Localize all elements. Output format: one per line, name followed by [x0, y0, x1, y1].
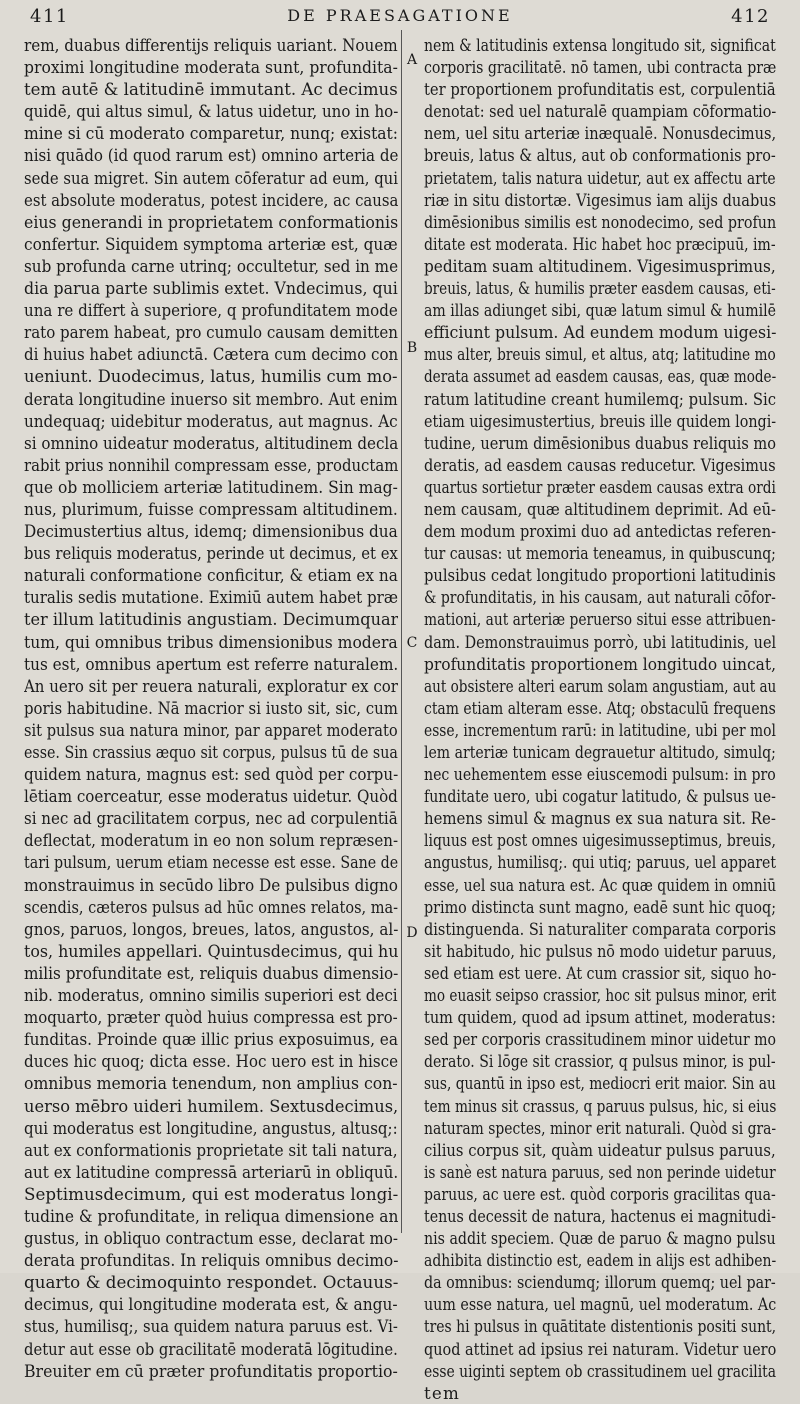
text-line: Breuiter em cū præter profunditatis proportio-	[24, 1360, 398, 1381]
text-line: scendis, cæteros pulsus ad hūc omnes relatos, ma-	[24, 896, 398, 917]
text-line: sit pulsus sua natura minor, par apparet moderato	[24, 719, 398, 740]
margin-marker-c: C	[406, 635, 418, 651]
margin-marker-b: B	[406, 340, 418, 356]
text-line: tem autē & latitudinē immutant. Ac decimus	[24, 79, 398, 100]
text-line: prietatem, talis natura uidetur, aut ex affectu arte	[424, 167, 776, 188]
text-line: breuis, latus, & humilis præter easdem causas, eti-	[424, 278, 776, 299]
text-line: duces hic quoq; dicta esse. Hoc uero est in hisce	[24, 1051, 398, 1072]
text-line: moquarto, præter quòd huius compressa est pro-	[24, 1007, 398, 1028]
text-line: rato parem habeat, pro cumulo causam demitten	[24, 322, 398, 343]
text-line: lem arteriæ tunicam degrauetur altitudo, simulq;	[424, 742, 776, 762]
text-line: Septimusdecimum, qui est moderatus longi-	[24, 1183, 398, 1204]
left-text-column	[24, 34, 398, 1381]
text-line: tos, humiles appellari. Quintusdecimus, qui hu	[24, 940, 398, 961]
text-line: esse, uel sua natura est. Ac quæ quidem in omniū	[424, 874, 776, 895]
text-line: quidem natura, magnus est: sed quòd per corpu-	[24, 764, 398, 785]
text-line: quartus sortietur præter easdem causas extra ordi	[424, 476, 776, 497]
text-line: derata profunditas. In reliquis omnibus decimo-	[24, 1250, 398, 1271]
text-line: qui moderatus est longitudine, angustus, altusq;:	[24, 1117, 398, 1138]
text-line: tem	[424, 1382, 461, 1403]
text-line: deflectat, moderatum in eo non solum repræsen-	[24, 830, 398, 851]
text-line: sus, quantū in ipso est, mediocri erit maior. Sin au	[424, 1073, 776, 1094]
text-line: tres hi pulsus in quātitate distentionis positi sunt,	[424, 1316, 776, 1337]
text-line: sed etiam est uere. At cum crassior sit, siquo ho-	[424, 962, 776, 983]
right-text-column	[424, 34, 776, 1403]
text-line: confertur. Siquidem symptoma arteriæ est, quæ	[24, 233, 398, 254]
text-line: lētiam coerceatur, esse moderatus uidetur. Quòd	[24, 786, 398, 807]
text-line: tus est, omnibus apertum est referre naturalem.	[24, 653, 398, 674]
text-line: bus reliquis moderatus, perinde ut decimus, et ex	[24, 543, 398, 564]
text-line: tudine, uerum dimēsionibus duabus reliquis mo	[424, 432, 776, 453]
text-line: quarto & decimoquinto respondet. Octauus-	[24, 1272, 398, 1293]
margin-marker-a: A	[406, 52, 418, 68]
text-line: si nec ad gracilitatem corpus, nec ad corpulentiā	[24, 808, 398, 829]
text-line: paruus, ac uere est. quòd corporis gracilitas qua-	[424, 1183, 776, 1204]
text-line: stus, humilisq;, sua quidem natura paruus est. Vi-	[24, 1316, 398, 1337]
text-line: sub profunda carne utrinq; occultetur, sed in me	[24, 255, 398, 276]
text-line: nus, plurimum, fuisse compressam altitudinem.	[24, 498, 398, 519]
column-divider	[401, 30, 402, 1233]
text-line: derata longitudine inuerso sit membro. Aut enim	[24, 388, 398, 409]
text-line: quidē, qui altus simul, & latus uidetur, uno in ho-	[24, 101, 398, 122]
text-line: am illas adiunget sibi, quæ latum simul & humilē	[424, 300, 776, 321]
text-line: tum quidem, quod ad ipsum attinet, moderatus:	[424, 1007, 776, 1028]
text-line: detur aut esse ob gracilitatē moderatā lōgitudine.	[24, 1338, 398, 1359]
text-line: sed per corporis crassitudinem minor uidetur mo	[424, 1029, 776, 1050]
text-line: nec uehementem esse eiuscemodi pulsum: in pro	[424, 764, 776, 785]
text-line: denotat: sed uel naturalē quampiam cōformatio-	[424, 101, 776, 122]
text-line: turalis sedis mutatione. Eximiū autem habet præ	[24, 587, 398, 608]
text-line: dem modum proximi duo ad antedictas referen-	[424, 521, 776, 542]
text-line: esse, incrementum rarū: in latitudine, ubi per mol	[424, 719, 776, 740]
text-line: aut obsistere alteri earum solam angustiam, aut au	[424, 675, 776, 696]
text-line: eius generandi in proprietatem conformationis	[24, 211, 398, 232]
text-line: gnos, paruos, longos, breues, latos, angustos, al-	[24, 918, 398, 939]
text-line: rem, duabus differentijs reliquis uariant. Nouem	[24, 35, 398, 55]
text-line: distinguenda. Si naturaliter comparata corporis	[424, 918, 776, 939]
text-line: tum, qui omnibus tribus dimensionibus modera	[24, 631, 398, 652]
text-line: omnibus memoria tenendum, non amplius con-	[24, 1073, 398, 1094]
text-line: aut ex latitudine compressā arteriarū in obliquū.	[24, 1161, 398, 1182]
text-line: adhibita distinctio est, eadem in alijs est adhiben-	[424, 1250, 776, 1271]
text-line: tari pulsum, uerum etiam necesse est esse. Sane de	[24, 852, 398, 873]
text-line: An uero sit per reuera naturali, exploratur ex cor	[24, 675, 398, 696]
text-line: cilius corpus sit, quàm uideatur pulsus paruus,	[424, 1139, 776, 1160]
text-line: est absolute moderatus, potest incidere, ac causa	[24, 189, 398, 210]
text-line: angustus, humilisq;. qui utiq; paruus, uel apparet	[424, 852, 776, 873]
text-line: derata assumet ad easdem causas, eas, quæ mode-	[424, 366, 776, 387]
text-line: etiam uigesimustertius, breuis ille quidem longi-	[424, 410, 776, 431]
text-line: poris habitudine. Nā macrior si iusto sit, sic, cum	[24, 697, 398, 718]
text-line: nib. moderatus, omnino similis superiori est deci	[24, 985, 398, 1006]
page-number-left: 411	[30, 6, 69, 27]
text-line: tur causas: ut memoria teneamus, in quibuscunq;	[424, 543, 776, 564]
text-line: funditate uero, ubi cogatur latitudo, & pulsus ue-	[424, 786, 776, 807]
text-line: sede sua migret. Sin autem cōferatur ad eum, qui	[24, 167, 398, 188]
text-line: riæ in situ distortæ. Vigesimus iam alijs duabus	[424, 189, 776, 210]
text-line: undequaq; uidebitur moderatus, aut magnus. Ac	[24, 410, 398, 431]
text-line: ueniunt. Duodecimus, latus, humilis cum mo-	[24, 366, 398, 387]
text-line: tem minus sit crassus, q paruus pulsus, hic, si eius	[424, 1095, 776, 1116]
text-line: da omnibus: sciendumq; illorum quemq; uel par-	[424, 1272, 776, 1293]
text-line: liquus est post omnes uigesimusseptimus, breuis,	[424, 830, 776, 851]
text-line: is sanè est natura paruus, sed non perinde uidetur	[424, 1161, 776, 1182]
text-line: una re differt à superiore, q profunditatem mode	[24, 300, 398, 321]
text-line: uum esse natura, uel magnū, uel moderatum. Ac	[424, 1294, 776, 1315]
text-line: que ob molliciem arteriæ latitudinem. Sin mag-	[24, 476, 398, 497]
text-line: derato. Si lōge sit crassior, q pulsus minor, is pul-	[424, 1051, 776, 1072]
text-line: pulsibus cedat longitudo proportioni latitudinis	[424, 565, 776, 586]
text-line: profunditatis proportionem longitudo uincat,	[424, 653, 776, 674]
text-line: mus alter, breuis simul, et altus, atq; latitudine mo	[424, 344, 776, 365]
text-line: monstrauimus in secūdo libro De pulsibus digno	[24, 874, 398, 895]
text-line: corporis gracilitatē. nō tamen, ubi contracta præ	[424, 57, 776, 78]
text-line: naturam spectes, minor erit naturali. Quòd si gra-	[424, 1117, 776, 1138]
text-line: naturali conformatione conficitur, & etiam ex na	[24, 565, 398, 586]
running-header	[0, 2, 800, 30]
text-line: funditas. Proinde quæ illic prius exposuimus, ea	[24, 1029, 398, 1050]
text-line: quod attinet ad ipsius rei naturam. Videtur uero	[424, 1338, 776, 1359]
margin-marker-d: D	[406, 925, 418, 941]
text-line: mine si cū moderato comparetur, nunq; existat:	[24, 123, 398, 144]
text-line: deratis, ad easdem causas reducetur. Vigesimus	[424, 454, 776, 475]
text-line: dia parua parte sublimis extet. Vndecimus, qui	[24, 278, 398, 299]
text-line: di huius habet adiunctā. Cætera cum decimo con	[24, 344, 398, 365]
text-line: ctam etiam alteram esse. Atq; obstaculū frequens	[424, 697, 776, 718]
text-line: nem & latitudinis extensa longitudo sit, significat	[424, 35, 776, 55]
text-line: efficiunt pulsum. Ad eundem modum uigesi-	[424, 322, 776, 343]
text-line: breuis, latus & altus, aut ob conformationis pro-	[424, 145, 776, 166]
text-line: dimēsionibus similis est nonodecimo, sed profun	[424, 211, 776, 232]
page-number-right: 412	[731, 6, 770, 27]
text-line: ter proportionem profunditatis est, corpulentiā	[424, 79, 776, 100]
text-line: nis addit speciem. Quæ de paruo & magno pulsu	[424, 1228, 776, 1249]
text-line: mationi, aut arteriæ peruerso situi esse attribuen-	[424, 609, 776, 630]
text-line: nem causam, quæ altitudinem deprimit. Ad eū-	[424, 498, 776, 519]
running-title: DE PRAESAGATIONE	[287, 6, 513, 25]
text-line: milis profunditate est, reliquis duabus dimensio-	[24, 962, 398, 983]
text-line: decimus, qui longitudine moderata est, & angu-	[24, 1294, 398, 1315]
text-line: nisi quādo (id quod rarum est) omnino arteria de	[24, 145, 398, 166]
text-line: esse uiginti septem ob crassitudinem uel gracilita	[424, 1360, 776, 1381]
text-line: ter illum latitudinis angustiam. Decimumquar	[24, 609, 398, 630]
text-line: uerso mēbro uideri humilem. Sextusdecimus,	[24, 1095, 398, 1116]
text-line: tenus decessit de natura, hactenus ei magnitudi-	[424, 1205, 776, 1226]
text-line: hemens simul & magnus ex sua natura sit. Re-	[424, 808, 776, 829]
text-line: ditate est moderata. Hic habet hoc præcipuū, im-	[424, 233, 776, 254]
text-line: proximi longitudine moderata sunt, profundita-	[24, 57, 398, 78]
text-line: nem, uel situ arteriæ inæqualē. Nonusdecimus,	[424, 123, 776, 144]
text-line: rabit prius nonnihil compressam esse, productam	[24, 454, 398, 475]
text-line: ratum latitudine creant humilemq; pulsum. Sic	[424, 388, 776, 409]
text-line: peditam suam altitudinem. Vigesimusprimus,	[424, 255, 776, 276]
text-line: esse. Sin crassius æquo sit corpus, pulsus tū de sua	[24, 742, 398, 762]
text-line: dam. Demonstrauimus porrò, ubi latitudinis, uel	[424, 631, 776, 652]
text-line: & profunditatis, in his causam, aut naturali cōfor-	[424, 587, 776, 608]
text-line: sit habitudo, hic pulsus nō modo uidetur paruus,	[424, 940, 776, 961]
text-line: aut ex conformationis proprietate sit tali natura,	[24, 1139, 398, 1160]
text-line: tudine & profunditate, in reliqua dimensione an	[24, 1205, 398, 1226]
text-line: si omnino uideatur moderatus, altitudinem decla	[24, 432, 398, 453]
text-line: primo distincta sunt magno, eadē sunt hic quoq;	[424, 896, 776, 917]
text-line: Decimustertius altus, idemq; dimensionibus dua	[24, 521, 398, 542]
text-line: mo euasit seipso crassior, hoc sit pulsus minor, erit	[424, 985, 776, 1006]
text-line: gustus, in obliquo contractum esse, declarat mo-	[24, 1228, 398, 1249]
